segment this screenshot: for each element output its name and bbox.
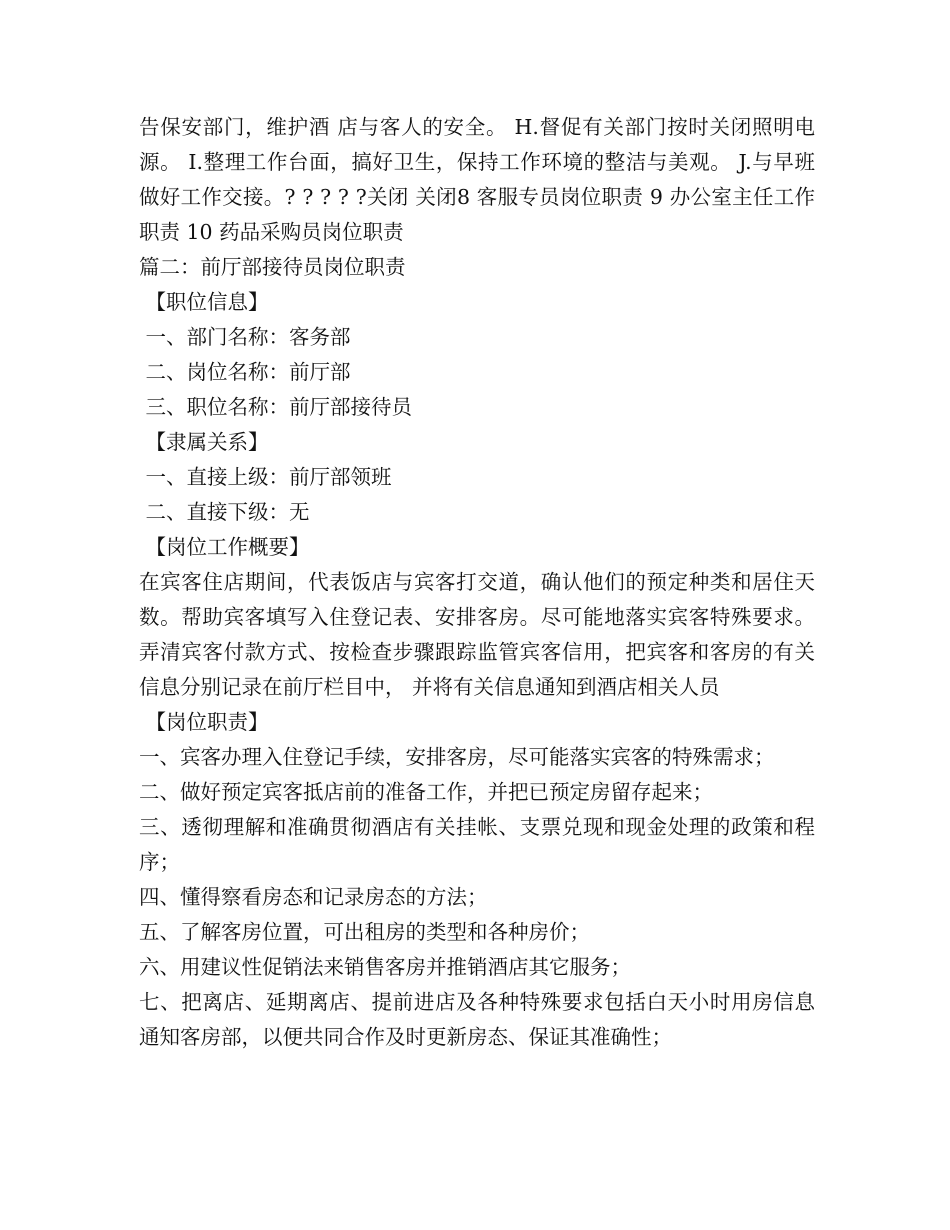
position-info-item: 二、岗位名称：前厅部 [139, 360, 351, 384]
position-info-item: 三、职位名称：前厅部接待员 [139, 395, 413, 419]
summary-paragraph: 在宾客住店期间，代表饭店与宾客打交道，确认他们的预定种类和居住天数。帮助宾客填写入住登记表、安排客房。尽可能地落实宾客特殊要求。弄清宾客付款方式、按检查步骤跟踪监管宾客信用，把宾客和客房的有关信息分别记录在前厅栏目中， 并将有关信息通知到酒店相关人员 [139, 570, 815, 699]
duty-item: 六、用建议性促销法来销售客房并推销酒店其它服务； [139, 955, 631, 979]
duty-item: 七、把离店、延期离店、提前进店及各种特殊要求包括白天小时用房信息通知客房部，以便共同合作及时更新房态、保证其准确性； [139, 990, 815, 1049]
duty-item: 二、做好预定宾客抵店前的准备工作，并把已预定房留存起来； [139, 780, 713, 804]
intro-paragraph: 告保安部门，维护酒 店与客人的安全。 H.督促有关部门按时关闭照明电源。 I.整理工作台面，搞好卫生，保持工作环境的整洁与美观。 J.与早班做好工作交接。? ? ? ? ?关闭 关闭8 客服专员岗位职责 9 办公室主任工作职责 10 药品采购员岗位职责 [139, 115, 815, 244]
duty-item: 一、宾客办理入住登记手续，安排客房，尽可能落实宾客的特殊需求； [139, 745, 775, 769]
duty-item: 四、懂得察看房态和记录房态的方法； [139, 885, 488, 909]
document-page [139, 110, 815, 1055]
section-heading-duties: 【岗位职责】 [139, 710, 269, 734]
duty-item: 五、了解客房位置，可出租房的类型和各种房价； [139, 920, 590, 944]
reporting-item: 二、直接下级：无 [139, 500, 310, 524]
duty-item: 三、透彻理解和准确贯彻酒店有关挂帐、支票兑现和现金处理的政策和程序； [139, 815, 815, 874]
section-heading-summary: 【岗位工作概要】 [139, 535, 310, 559]
chapter-title: 篇二：前厅部接待员岗位职责 [139, 255, 406, 279]
position-info-item: 一、部门名称：客务部 [139, 325, 351, 349]
section-heading-reporting: 【隶属关系】 [139, 430, 269, 454]
reporting-item: 一、直接上级：前厅部领班 [139, 465, 392, 489]
section-heading-position-info: 【职位信息】 [139, 290, 269, 314]
